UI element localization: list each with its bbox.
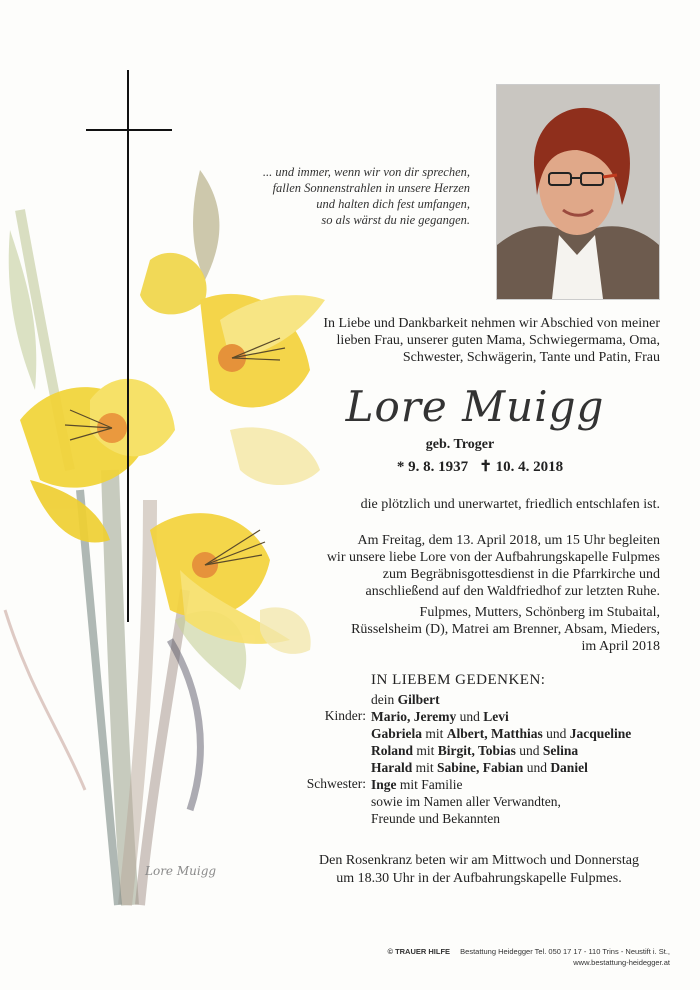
funeral-service xyxy=(280,532,660,600)
places-line: Fulpmes, Mutters, Schönberg im Stubaital, xyxy=(419,605,660,620)
intro-line: In Liebe und Dankbarkeit nehmen wir Abschied von meiner xyxy=(323,316,660,331)
connector: und xyxy=(526,760,547,775)
grandchild-name: Selina xyxy=(542,743,579,758)
grandchild-names: Birgit, Tobias xyxy=(437,743,516,758)
deceased-name: Lore Muigg xyxy=(345,382,605,431)
farewell-intro xyxy=(270,315,660,366)
relatives-line: Freunde und Bekannten xyxy=(371,811,500,826)
connector: mit xyxy=(425,726,444,741)
children-label: Kinder: xyxy=(324,708,366,723)
rosary-note xyxy=(290,852,668,888)
funeral-home-info: Bestattung Heidegger Tel. 050 17 17 - 110 Trins - Neustift i. St., xyxy=(460,947,670,956)
trauerhilfe-logo: © TRAUER HILFE xyxy=(387,947,451,956)
sister-suffix: mit Familie xyxy=(399,777,463,792)
quote-line: so als wärst du nie gegangen. xyxy=(321,213,470,227)
service-line: anschließend auf den Waldfriedhof zur letzten Ruhe. xyxy=(365,584,660,599)
list-item xyxy=(371,725,631,742)
husband-line xyxy=(371,691,440,708)
portrait-photo xyxy=(496,84,660,300)
cross-icon xyxy=(127,70,129,622)
connector: mit xyxy=(415,760,434,775)
child-name: Gabriela xyxy=(371,726,422,741)
child-name: Roland xyxy=(371,743,414,758)
husband-name: Gilbert xyxy=(397,692,440,707)
list-item xyxy=(371,742,578,759)
connector: mit xyxy=(416,743,435,758)
sister-name: Inge xyxy=(371,777,397,792)
rosary-line: um 18.30 Uhr in der Aufbahrungskapelle Fulpmes. xyxy=(336,871,622,886)
maiden-name: geb. Troger xyxy=(425,437,495,452)
places-line: Rüsselsheim (D), Matrei am Brenner, Absam, Mieders, xyxy=(351,622,660,637)
child-names: Levi xyxy=(483,709,509,724)
connector: und xyxy=(459,709,480,724)
places-line: im April 2018 xyxy=(581,639,660,654)
painting-signature: Lore Muigg xyxy=(145,864,217,878)
list-item xyxy=(371,759,588,776)
service-line: zum Begräbnisgottesdienst in die Pfarrkirche und xyxy=(382,567,660,582)
list-item xyxy=(371,708,509,725)
child-name: Harald xyxy=(371,760,413,775)
connector: und xyxy=(519,743,540,758)
quote-line: und halten dich fest umfangen, xyxy=(316,197,470,211)
service-line: wir unsere liebe Lore von der Aufbahrungskapelle Fulpmes xyxy=(326,550,660,565)
grandchild-names: Sabine, Fabian xyxy=(437,760,524,775)
death-date: ✝ 10. 4. 2018 xyxy=(479,459,564,475)
sister-line xyxy=(371,776,463,793)
memorial-quote xyxy=(200,164,470,228)
rosary-line: Den Rosenkranz beten wir am Mittwoch und Donnerstag xyxy=(319,853,639,868)
relatives-line: sowie im Namen aller Verwandten, xyxy=(371,794,561,809)
death-note: die plötzlich und unerwartet, friedlich entschlafen ist. xyxy=(360,497,660,512)
memory-heading: IN LIEBEM GEDENKEN: xyxy=(371,672,546,688)
quote-line: ... und immer, wenn wir von dir sprechen, xyxy=(262,165,470,179)
quote-line: fallen Sonnenstrahlen in unsere Herzen xyxy=(272,181,470,195)
funeral-home-website[interactable]: www.bestattung-heidegger.at xyxy=(573,958,670,967)
birth-date: * 9. 8. 1937 xyxy=(396,459,469,475)
intro-line: Schwester, Schwägerin, Tante und Patin, Frau xyxy=(402,350,660,365)
grandchild-name: Daniel xyxy=(550,760,588,775)
sister-label: Schwester: xyxy=(306,776,366,791)
connector: und xyxy=(546,726,567,741)
grandchild-names: Albert, Matthias xyxy=(446,726,543,741)
places-date xyxy=(280,604,660,655)
child-names: Mario, Jeremy xyxy=(371,709,457,724)
service-line: Am Freitag, dem 13. April 2018, um 15 Uhr begleiten xyxy=(357,533,660,548)
cross-icon-bar xyxy=(86,129,172,131)
grandchild-name: Jacqueline xyxy=(569,726,632,741)
intro-line: lieben Frau, unserer guten Mama, Schwiegermama, Oma, xyxy=(336,333,660,348)
footer xyxy=(320,946,670,968)
husband-prefix: dein xyxy=(371,692,395,707)
life-dates xyxy=(380,457,580,476)
